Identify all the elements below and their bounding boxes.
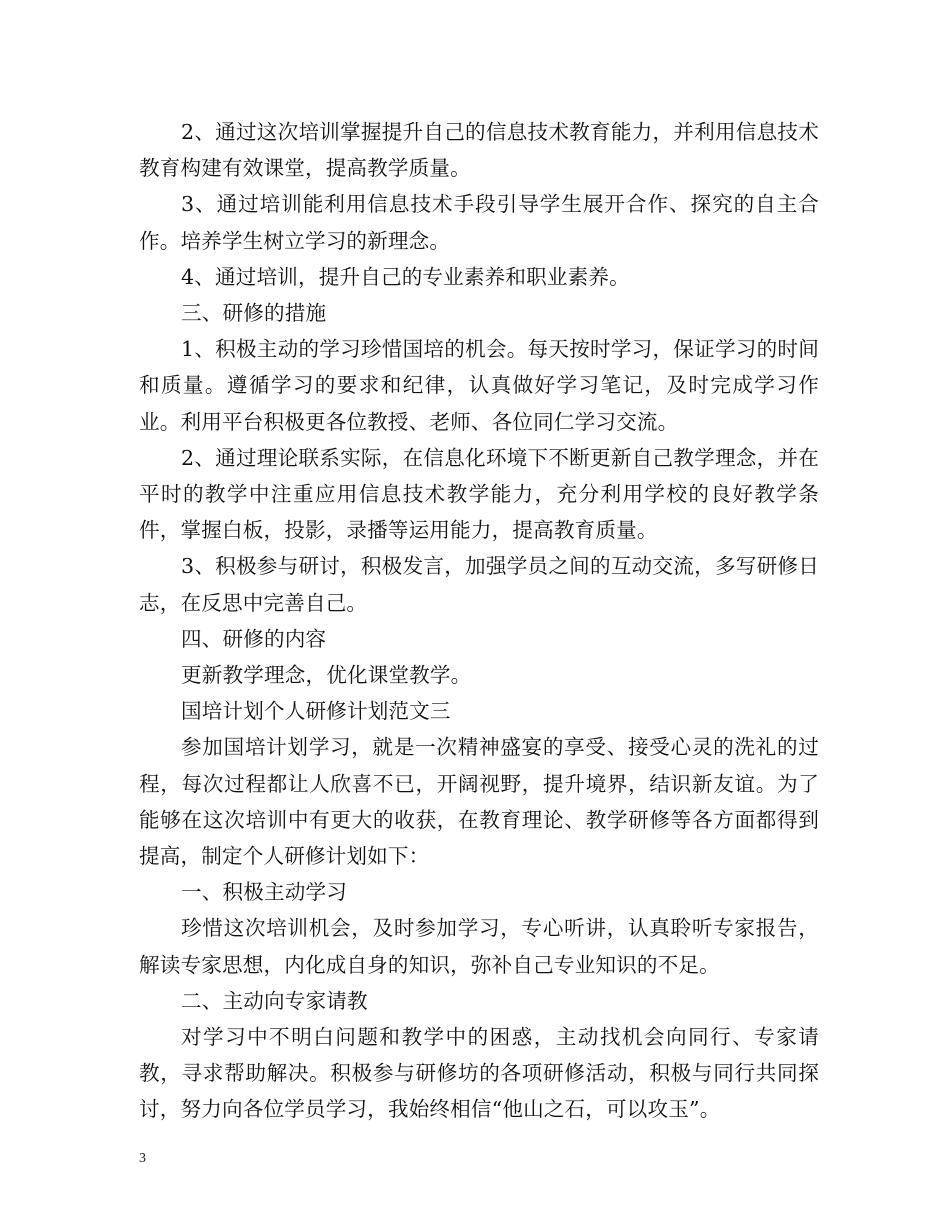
paragraph: 对学习中不明白问题和教学中的困惑，主动找机会向同行、专家请教，寻求帮助解决。积极参与研修坊的各项研修活动，积极与同行共同探讨，努力向各位学员学习，我始终相信“他山之石，可以攻玉”。 [139, 1025, 819, 1122]
section-heading: 一、积极主动学习 [181, 880, 347, 905]
section-heading: 三、研修的措施 [181, 301, 327, 326]
paragraph: 珍惜这次培训机会，及时参加学习，专心听讲，认真聆听专家报告，解读专家思想，内化成自身的知识，弥补自己专业知识的不足。 [139, 916, 819, 977]
paragraph: 3、通过培训能利用信息技术手段引导学生展开合作、探究的自主合作。培养学生树立学习的新理念。 [139, 192, 819, 253]
paragraph: 2、通过这次培训掌握提升自己的信息技术教育能力，并利用信息技术教育构建有效课堂，提高教学质量。 [139, 120, 819, 181]
paragraph: 更新教学理念，优化课堂教学。 [181, 663, 472, 688]
document-body [139, 114, 819, 1128]
section-heading: 四、研修的内容 [181, 626, 327, 651]
document-subtitle: 国培计划个人研修计划范文三 [181, 699, 451, 724]
section-heading: 二、主动向专家请教 [181, 988, 368, 1013]
paragraph: 参加国培计划学习，就是一次精神盛宴的享受、接受心灵的洗礼的过程，每次过程都让人欣喜不已，开阔视野，提升境界，结识新友谊。为了能够在这次培训中有更大的收获，在教育理论、教学研修等各方面都得到提高，制定个人研修计划如下： [139, 735, 819, 869]
paragraph: 3、积极参与研讨，积极发言，加强学员之间的互动交流，多写研修日志，在反思中完善自己。 [139, 554, 819, 615]
page-number: 3 [139, 1151, 146, 1166]
paragraph: 2、通过理论联系实际，在信息化环境下不断更新自己教学理念，并在平时的教学中注重应用信息技术教学能力，充分利用学校的良好教学条件，掌握白板，投影，录播等运用能力，提高教育质量。 [139, 445, 819, 543]
paragraph: 1、积极主动的学习珍惜国培的机会。每天按时学习，保证学习的时间和质量。遵循学习的要求和纪律，认真做好学习笔记，及时完成学习作业。利用平台积极更各位教授、老师、各位同仁学习交流。 [139, 337, 819, 434]
paragraph: 4、通过培训，提升自己的专业素养和职业素养。 [181, 264, 630, 289]
